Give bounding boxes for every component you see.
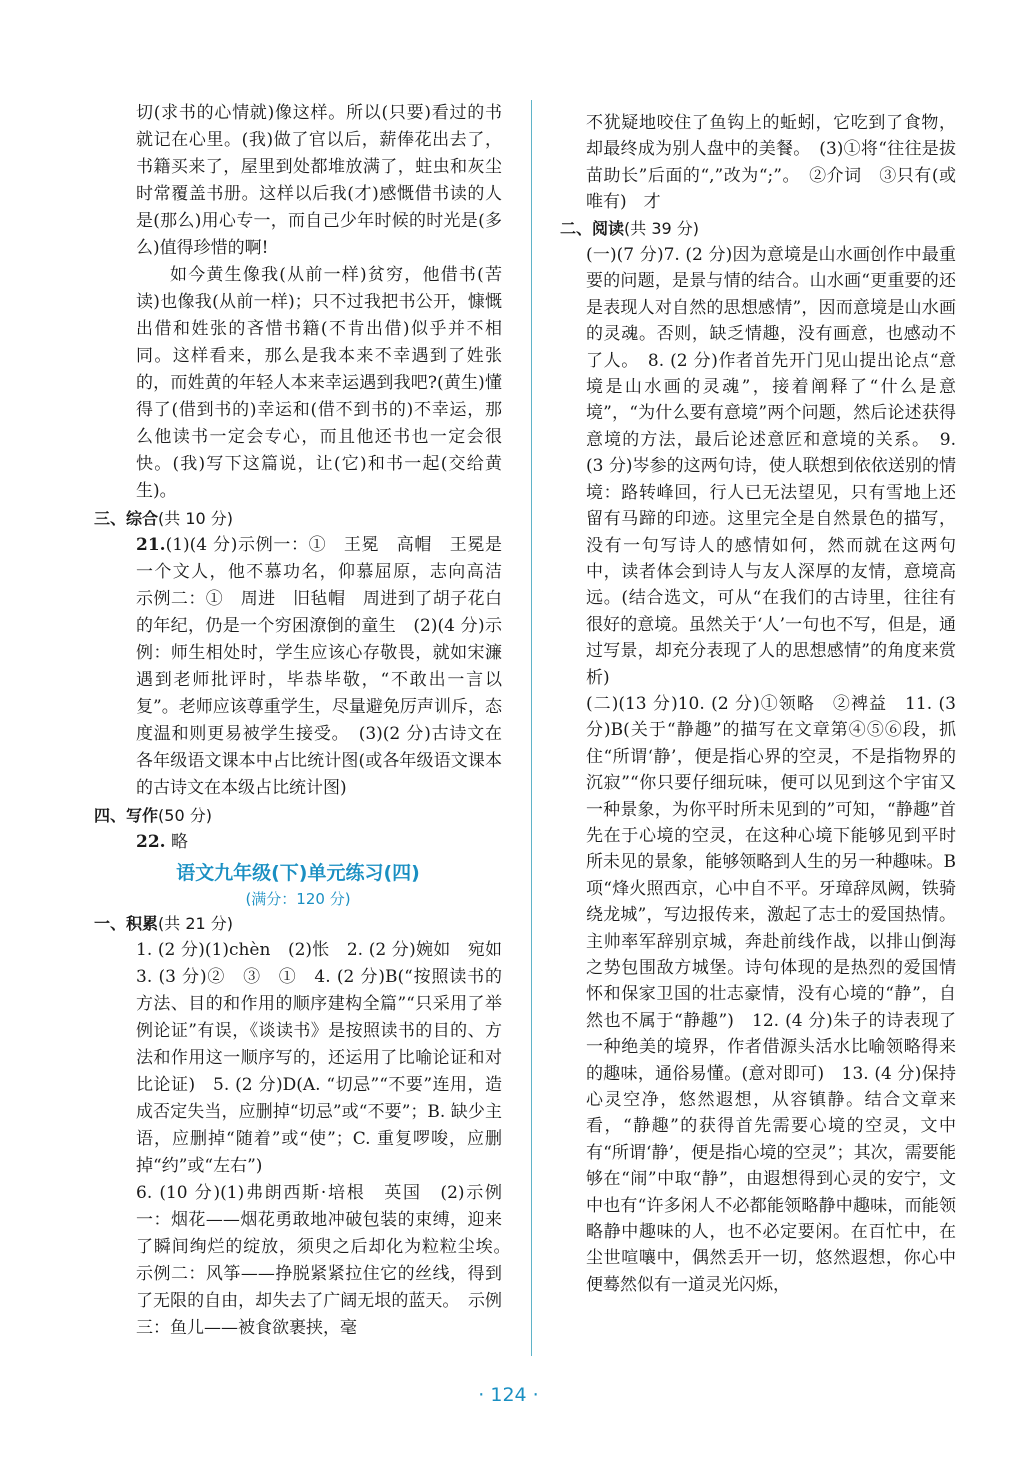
answer-text: 1. (2 分)(1)chèn (2)怅 2. (2 分)婉如 宛如 3. (3 分)② ③ ① 4. (2 分)B(“按照读书的方法、目的和作用的顺序建构全篇”“只采用了举例论证”有误，《谈读书》是按照读书的目的、方法和作用这一顺序写的，还运用了比喻论证和对比论证) 5. (2 分)D(A. “切忌”“不要”连用，造成否定失当，应删掉“切忌”或“不要”；B. 缺少主语，应删掉“随着”或“使”；C. 重复啰唆，应删掉“约”或“左右”) (136, 940, 519, 1176)
heading-score: (共 10 分) (158, 509, 234, 528)
section-heading (94, 910, 502, 937)
paragraph: 如今黄生像我(从前一样)贫穷，他借书(苦读)也像我(从前一样)；只不过我把书公开，慷慨出借和姓张的吝惜书籍(不肯出借)似乎并不相同。这样看来，那么是我本来不幸遇到了姓张的，而姓黄的年轻人本来幸运遇到我吧?(黄生)懂得了(借到书的)幸运和(借不到书的)不幸运，那么他读书一定会专心，而且他还书也一定会很快。(我)写下这篇说，让(它)和书一起(交给黄生)。 (136, 265, 502, 501)
answer-text: 略 (170, 832, 188, 852)
column-divider (531, 100, 532, 1356)
answer-text: 6. (10 分)(1)弗朗西斯·培根 英国 (2)示例一：烟花——烟花勇敢地冲破包装的束缚，迎来了瞬间绚烂的绽放，须臾之后却化为粒粒尘埃。 示例二：风筝——挣脱紧紧拉住它的丝线，得到了无限的自由，却失去了广阔无垠的蓝天。 示例三：鱼儿——被食欲裹挟，毫 (136, 1183, 519, 1338)
question-number: 22. (136, 832, 166, 852)
section-heading (560, 216, 956, 242)
heading-label: 一、积累 (94, 914, 159, 933)
answer-text: (二)(13 分)10. (2 分)①领略 ②裨益 11. (3 分)B(关于“静趣”的描写在文章第④⑤⑥段，抓住“所谓‘静’，便是指心界的空灵，不是指物界的沉寂”“你只要仔细玩味，便可以见到这个宇宙又一种景象，为你平时所未见到的”可知，“静趣”首先在于心境的空灵，在这种心境下能够见到平时所未见的景象，能够领略到人生的另一种趣味。B 项“烽火照西京，心中自不平。牙璋辞凤阙，铁骑绕龙城”，写边报传来，激起了志士的爱国热情。主帅率军辞别京城，奔赴前线作战，以排山倒海之势包围敌方城堡。诗句体现的是热烈的爱国情怀和保家卫国的壮志豪情，没有心境的“静”，自然也不属于“静趣”) 12. (4 分)朱子的诗表现了一种绝美的境界，作者借源头活水比喻领略得来的趣味，通俗易懂。(意对即可) 13. (4 分)保持心灵空净，悠然遐想，从容镇静。结合文章来看，“静趣”的获得首先需要心境的空灵，文中有“所谓‘静’，便是指心境的空灵”；其次，需要能够在“闹”中取“静”，由遐想得到心灵的安宁，文中也有“许多闲人不必都能领略静中趣味，而能领略静中趣味的人，也不必定要闲。在百忙中，在尘世喧嚷中，偶然丢开一切，悠然遐想，你心中便蓦然似有一道灵光闪烁， (586, 693, 956, 1295)
page-number: · 124 · (478, 1384, 539, 1406)
answer-block (94, 532, 519, 802)
unit-title: 语文九年级(下)单元练习(四) (176, 862, 420, 884)
heading-label: 三、综合 (94, 509, 159, 528)
heading-score: (50 分) (158, 806, 212, 825)
right-column (560, 110, 956, 1298)
paragraph: 不犹疑地咬住了鱼钩上的蚯蚓，它吃到了食物，却最终成为别人盘中的美餐。 (3)①将“往往是拔苗助长”后面的“,”改为“;”。 ②介词 ③只有(或唯有) 才 (586, 113, 956, 213)
heading-label: 二、阅读 (560, 218, 625, 238)
answer-block (94, 829, 502, 856)
question-number: 21. (136, 535, 166, 555)
answer-text: (一)(7 分)7. (2 分)因为意境是山水画创作中最重要的问题，是景与情的结合。山水画“更重要的还是表现人对自然的思想感情”，因而意境是山水画的灵魂。否则，缺乏情趣，没有画意，也感动不了人。 8. (2 分)作者首先开门见山提出论点“意境是山水画的灵魂”，接着阐释了“什么是意境”，“为什么要有意境”两个问题，然后论述获得意境的方法，最后论述意匠和意境的关系。 9. (3 分)岑参的这两句诗，使人联想到依依送别的情境：路转峰回，行人已无法望见，只有雪地上还留有马蹄的印迹。这里完全是自然景色的描写，没有一句写诗人的感情如何，然而就在这两句中，读者体会到诗人与友人深厚的友情，意境高远。(结合选文，可从“在我们的古诗里，往往有很好的意境。虽然关于‘人’一句也不写，但是，通过写景，却充分表现了人的思想感情”的角度来赏析) (586, 245, 956, 688)
section-heading (94, 505, 502, 532)
section-heading (94, 802, 502, 829)
heading-score: (共 39 分) (624, 218, 700, 238)
left-column (94, 100, 519, 1342)
paragraph: 切(求书的心情就)像这样。所以(只要)看过的书就记在心里。(我)做了官以后，薪俸花出去了，书籍买来了，屋里到处都堆放满了，蛀虫和灰尘时常覆盖书册。这样以后我(才)感慨借书读的人是(那么)用心专一，而自己少年时候的时光是(多么)值得珍惜的啊! (136, 103, 502, 258)
heading-label: 四、写作 (94, 806, 159, 825)
unit-subtitle: (满分：120 分) (245, 890, 351, 908)
page-number-value: 124 (490, 1384, 527, 1406)
heading-score: (共 21 分) (158, 914, 234, 933)
answer-text: (1)(4 分)示例一：① 王冕 高帽 王冕是一个文人，他不慕功名，仰慕屈原，志向高洁 示例二：① 周进 旧毡帽 周进到了胡子花白的年纪，仍是一个穷困潦倒的童生 (2)(4 分)示例：师生相处时，学生应该心存敬畏，就如宋濂遇到老师批评时，毕恭毕敬，“不敢出一言以复”。老师应该尊重学生，尽量避免厉声训斥，态度温和则更易被学生接受。 (3)(2 分)古诗文在各年级语文课本中占比统计图(或各年级语文课本的古诗文在本级占比统计图) (136, 535, 519, 798)
